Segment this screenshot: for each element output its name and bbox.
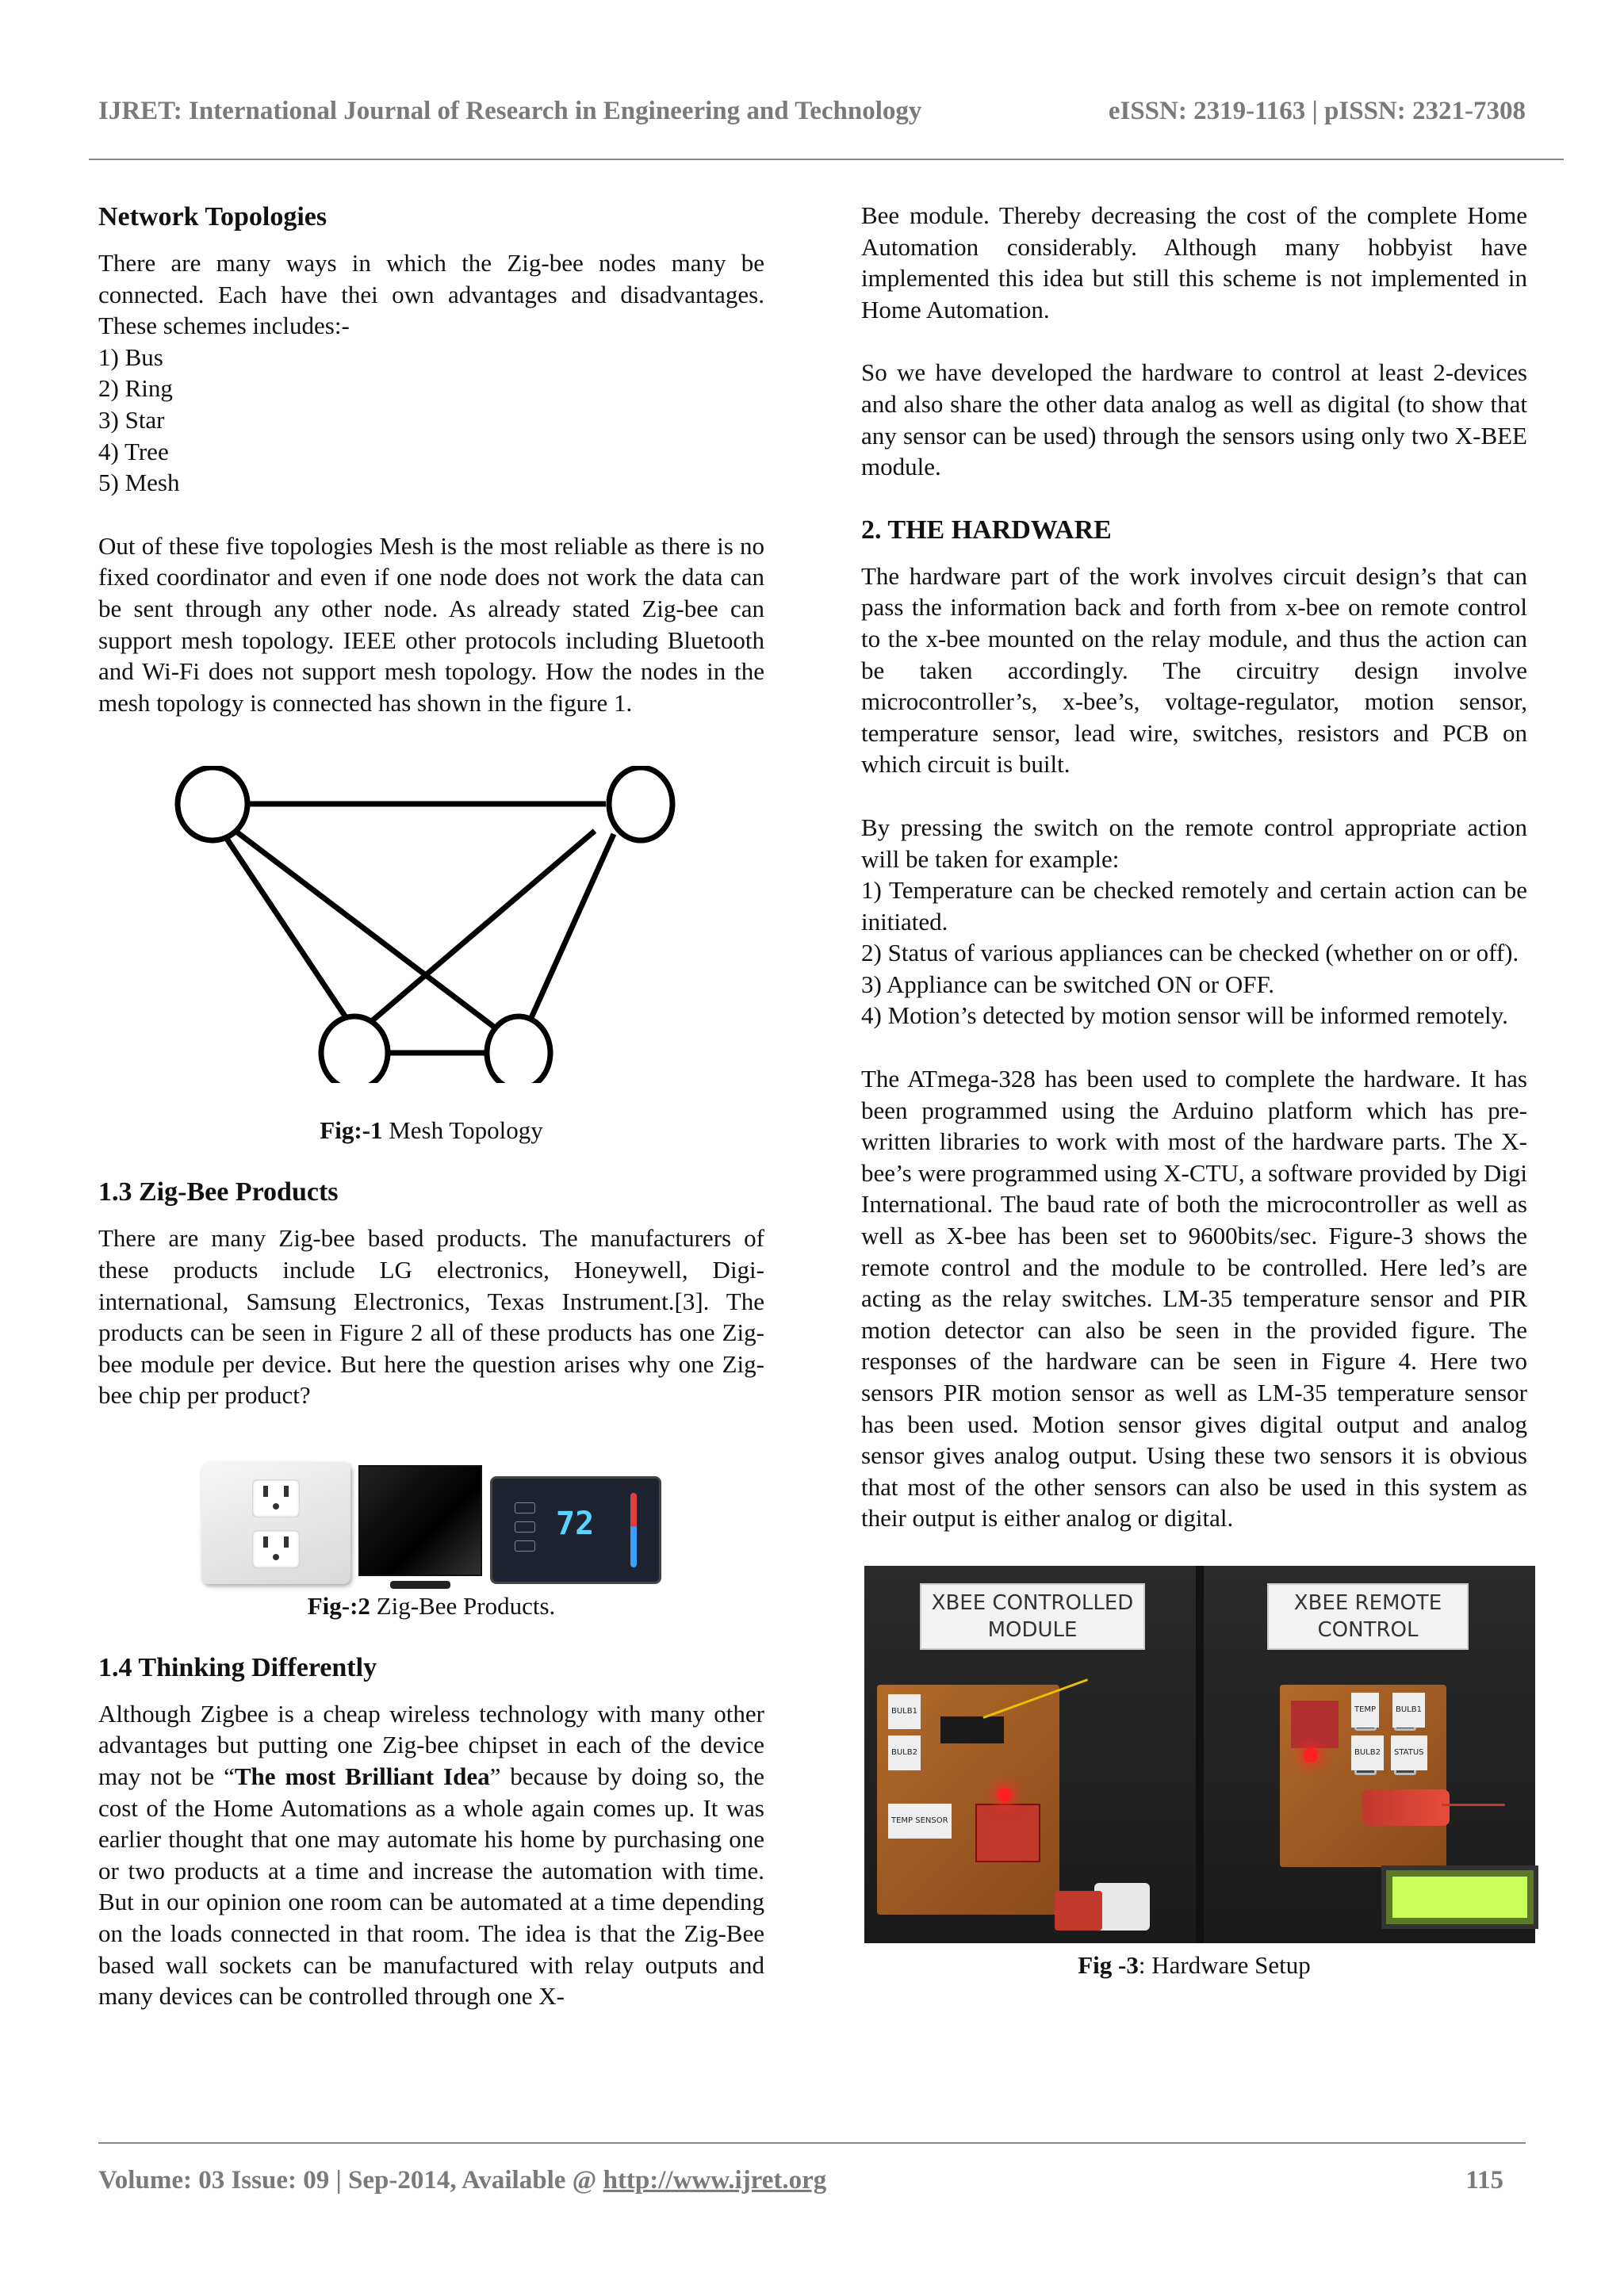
mesh-edge <box>368 831 595 1024</box>
figure-mesh-topology <box>98 766 764 1115</box>
footer-rule <box>98 2142 1526 2144</box>
heading-the-hardware: 2. THE HARDWARE <box>861 515 1112 545</box>
list-item: 5) Mesh <box>98 469 180 497</box>
journal-title: IJRET: International Journal of Research in Engineering and Technology <box>98 97 922 125</box>
mesh-node <box>178 767 247 840</box>
mesh-node <box>609 767 672 840</box>
heading-thinking-differently: 1.4 Thinking Differently <box>98 1652 377 1682</box>
sticker: BULB1 <box>1392 1693 1425 1728</box>
fig1-label: Fig:-1 <box>320 1116 383 1145</box>
list-item: 1) Bus <box>98 342 163 371</box>
sticker: BULB2 <box>1351 1735 1384 1770</box>
list-item: 2) Ring <box>98 374 173 403</box>
figure-hardware-setup <box>864 1566 1535 1943</box>
fig2-caption <box>98 1590 764 1622</box>
sticker: BULB1 <box>888 1694 921 1729</box>
fig3-caption <box>861 1950 1527 1981</box>
topology-list <box>98 342 764 499</box>
mesh-edge <box>530 834 614 1020</box>
mesh-node <box>321 1016 388 1083</box>
left-column <box>98 200 764 2012</box>
journal-link[interactable]: http://www.ijret.org <box>603 2166 827 2195</box>
heading-network-topologies: Network Topologies <box>98 202 327 232</box>
fig1-text: Mesh Topology <box>382 1116 543 1145</box>
continuation-paragraph: Bee module. Thereby decreasing the cost of the complete Home Automation considerably. Although many hobbyist have implemented this idea but still this scheme is not implemented in Home Automation. <box>861 201 1527 323</box>
wall-socket-image <box>201 1462 350 1584</box>
list-item: 3) Appliance can be switched ON or OFF. <box>861 970 1274 998</box>
fig3-label: Fig -3 <box>1078 1950 1139 1979</box>
label-card-controlled-module: XBEE CONTROLLED MODULE <box>920 1583 1145 1650</box>
emphasis-brilliant-idea: The most Brilliant Idea <box>234 1762 490 1791</box>
fig3-text: : Hardware Setup <box>1138 1950 1311 1979</box>
fig2-label: Fig-:2 <box>307 1591 370 1620</box>
thermostat-image <box>490 1476 661 1584</box>
action-list <box>861 874 1527 1031</box>
page-footer <box>98 2166 1503 2195</box>
list-item: 3) Star <box>98 405 165 434</box>
thinking-paragraph: Although Zigbee is a cheap wireless technology with many other advantages but putting one Zig-bee chipset in each of the device may not be “The most Brilliant Idea” because by doing so, the cost of the Home Automations as a whole again comes up. It was earlier thought that one may automate his home by purchasing one or two products at a time and increase the automation with time. But in our opinion one room can be automated at a time depending on the loads connected in that room. The idea is that the Zig-Bee based wall sockets can be manufactured with relay outputs and many devices can be controlled through one X- <box>98 1699 764 2011</box>
list-item: 2) Status of various appliances can be checked (whether on or off). <box>861 939 1519 967</box>
page-header <box>98 97 1526 126</box>
page-number: 115 <box>1465 2166 1503 2195</box>
right-column <box>861 200 1527 1981</box>
pressing-paragraph: By pressing the switch on the remote control appropriate action will be taken for example: <box>861 813 1527 873</box>
figure-zigbee-products <box>98 1457 764 1584</box>
mesh-edge <box>224 834 354 1029</box>
developed-paragraph: So we have developed the hardware to control at least 2-devices and also share the other data analog as well as digital (to show that any sensor can be used) through the sensors using only two X-BEE module. <box>861 358 1527 481</box>
list-item: 4) Tree <box>98 437 169 465</box>
issn: eISSN: 2319-1163 | pISSN: 2321-7308 <box>1108 97 1526 125</box>
atmega-paragraph: The ATmega-328 has been used to complete the hardware. It has been programmed using the Arduino platform which has pre-written libraries to work with most of the hardware parts. The X-bee’s were programmed using X-CTU, a software provided by Digi International. The baud rate of both the microcontroller as well as well as X-bee has been set to 9600bits/sec. Figure-3 shows the remote control and the module to be controlled. Here led’s are acting as the relay switches. LM-35 temperature sensor and PIR motion detector can also be seen in the provided figure. The responses of the hardware can be seen in Figure 4. Here two sensors PIR motion sensor as well as LM-35 temperature sensor has been used. Motion sensor gives digital output and analog sensor gives analog output. Using these two sensors it is obvious that most of the other sensors can also be used in this system as their output is either analog or digital. <box>861 1065 1527 1533</box>
label-card-remote-control: XBEE REMOTE CONTROL <box>1267 1583 1469 1650</box>
sticker: TEMP SENSOR <box>888 1804 952 1839</box>
sticker: BULB2 <box>888 1735 921 1770</box>
products-paragraph: There are many Zig-bee based products. The manufacturers of these products include LG electronics, Honeywell, Digi-international, Samsung Electronics, Texas Instrument.[3]. The products can be seen in Figure 2 all of these products has one Zig-bee module per device. But here the question arises why one Zig-bee chip per product? <box>98 1224 764 1410</box>
thermostat-reading: 72 <box>556 1505 595 1542</box>
mesh-edge <box>233 829 495 1027</box>
list-item: 4) Motion’s detected by motion sensor will be informed remotely. <box>861 1001 1508 1030</box>
sticker: TEMP <box>1351 1693 1379 1728</box>
fig1-caption <box>98 1115 764 1146</box>
list-item: 1) Temperature can be checked remotely and certain action can be initiated. <box>861 876 1527 936</box>
sticker: STATUS <box>1391 1735 1427 1770</box>
footer-volume: Volume: 03 Issue: 09 | Sep-2014, Available @ http://www.ijret.org <box>98 2166 827 2195</box>
heading-zigbee-products: 1.3 Zig-Bee Products <box>98 1177 339 1207</box>
controlled-module-photo <box>864 1566 1196 1943</box>
remote-control-photo <box>1204 1566 1535 1943</box>
network-intro: There are many ways in which the Zig-bee nodes many be connected. Each have thei own advantages and disadvantages. These schemes includes:- <box>98 249 764 340</box>
television-image <box>358 1465 482 1584</box>
header-rule <box>89 159 1564 160</box>
hardware-paragraph: The hardware part of the work involves circuit design’s that can pass the information back and forth from x-bee on remote control to the x-bee mounted on the relay module, and thus the action can be taken accordingly. The circuitry design involve microcontroller’s, x-bee’s, voltage-regulator, motion sensor, temperature sensor, lead wire, switches, resistors and PCB on which circuit is built. <box>861 561 1527 779</box>
fig2-text: Zig-Bee Products. <box>370 1591 556 1620</box>
mesh-paragraph: Out of these five topologies Mesh is the most reliable as there is no fixed coordinator and even if one node does not work the data can be sent through any other node. As already stated Zig-bee can support mesh topology. IEEE other protocols including Bluetooth and Wi-Fi does not support mesh topology. How the nodes in the mesh topology is connected has shown in the figure 1. <box>98 531 764 717</box>
mesh-topology-diagram <box>98 766 764 1083</box>
mesh-node <box>487 1016 550 1083</box>
